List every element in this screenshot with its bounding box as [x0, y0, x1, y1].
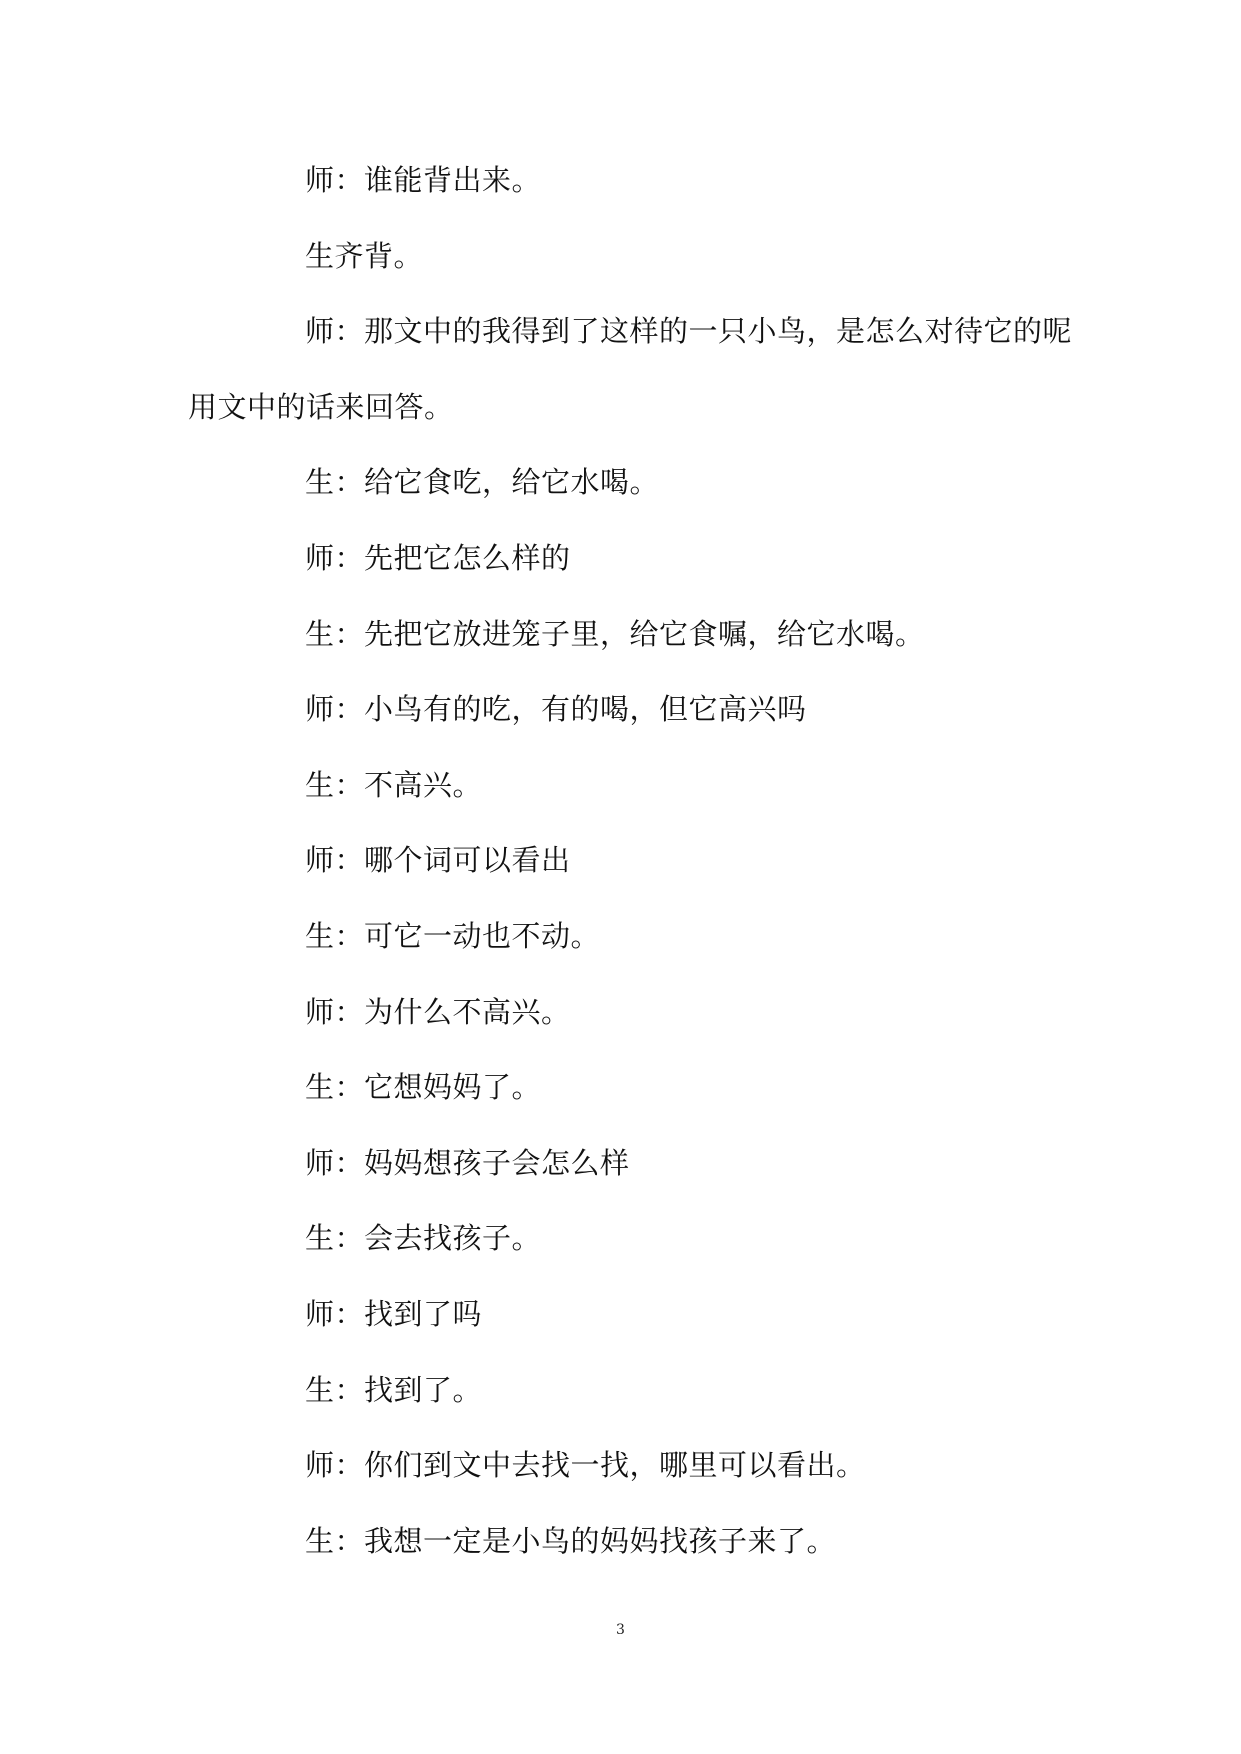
paragraph-line: 生：会去找孩子。 — [305, 1221, 542, 1256]
paragraph-line-continuation: 用文中的话来回答。 — [188, 389, 454, 424]
paragraph-line: 师：妈妈想孩子会怎么样 — [305, 1145, 630, 1180]
dialogue-text-block — [188, 143, 1088, 1579]
paragraph-line: 生：先把它放进笼子里，给它食嘱，给它水喝。 — [305, 616, 925, 651]
paragraph-line: 生：它想妈妈了。 — [305, 1070, 542, 1105]
paragraph-line: 生：我想一定是小鸟的妈妈找孩子来了。 — [305, 1523, 837, 1558]
paragraph-line: 生：给它食吃，给它水喝。 — [305, 465, 660, 500]
paragraph-line: 生齐背。 — [305, 238, 424, 273]
paragraph-line: 师：谁能背出来。 — [305, 163, 542, 197]
paragraph-line: 师：那文中的我得到了这样的一只小鸟，是怎么对待它的呢 — [305, 314, 1073, 349]
paragraph-line: 师：找到了吗 — [305, 1296, 483, 1331]
paragraph-line: 师：哪个词可以看出 — [305, 843, 571, 878]
paragraph-line: 师：为什么不高兴。 — [305, 994, 571, 1029]
paragraph-line: 师：你们到文中去找一找，哪里可以看出。 — [305, 1448, 866, 1483]
paragraph-line: 师：先把它怎么样的 — [305, 540, 571, 575]
paragraph-line: 生：找到了。 — [305, 1372, 483, 1407]
paragraph-line: 生：不高兴。 — [305, 767, 483, 802]
paragraph-line: 师：小鸟有的吃，有的喝，但它高兴吗 — [305, 692, 807, 727]
paragraph-line: 生：可它一动也不动。 — [305, 918, 601, 953]
page-number: 3 — [616, 1622, 625, 1638]
